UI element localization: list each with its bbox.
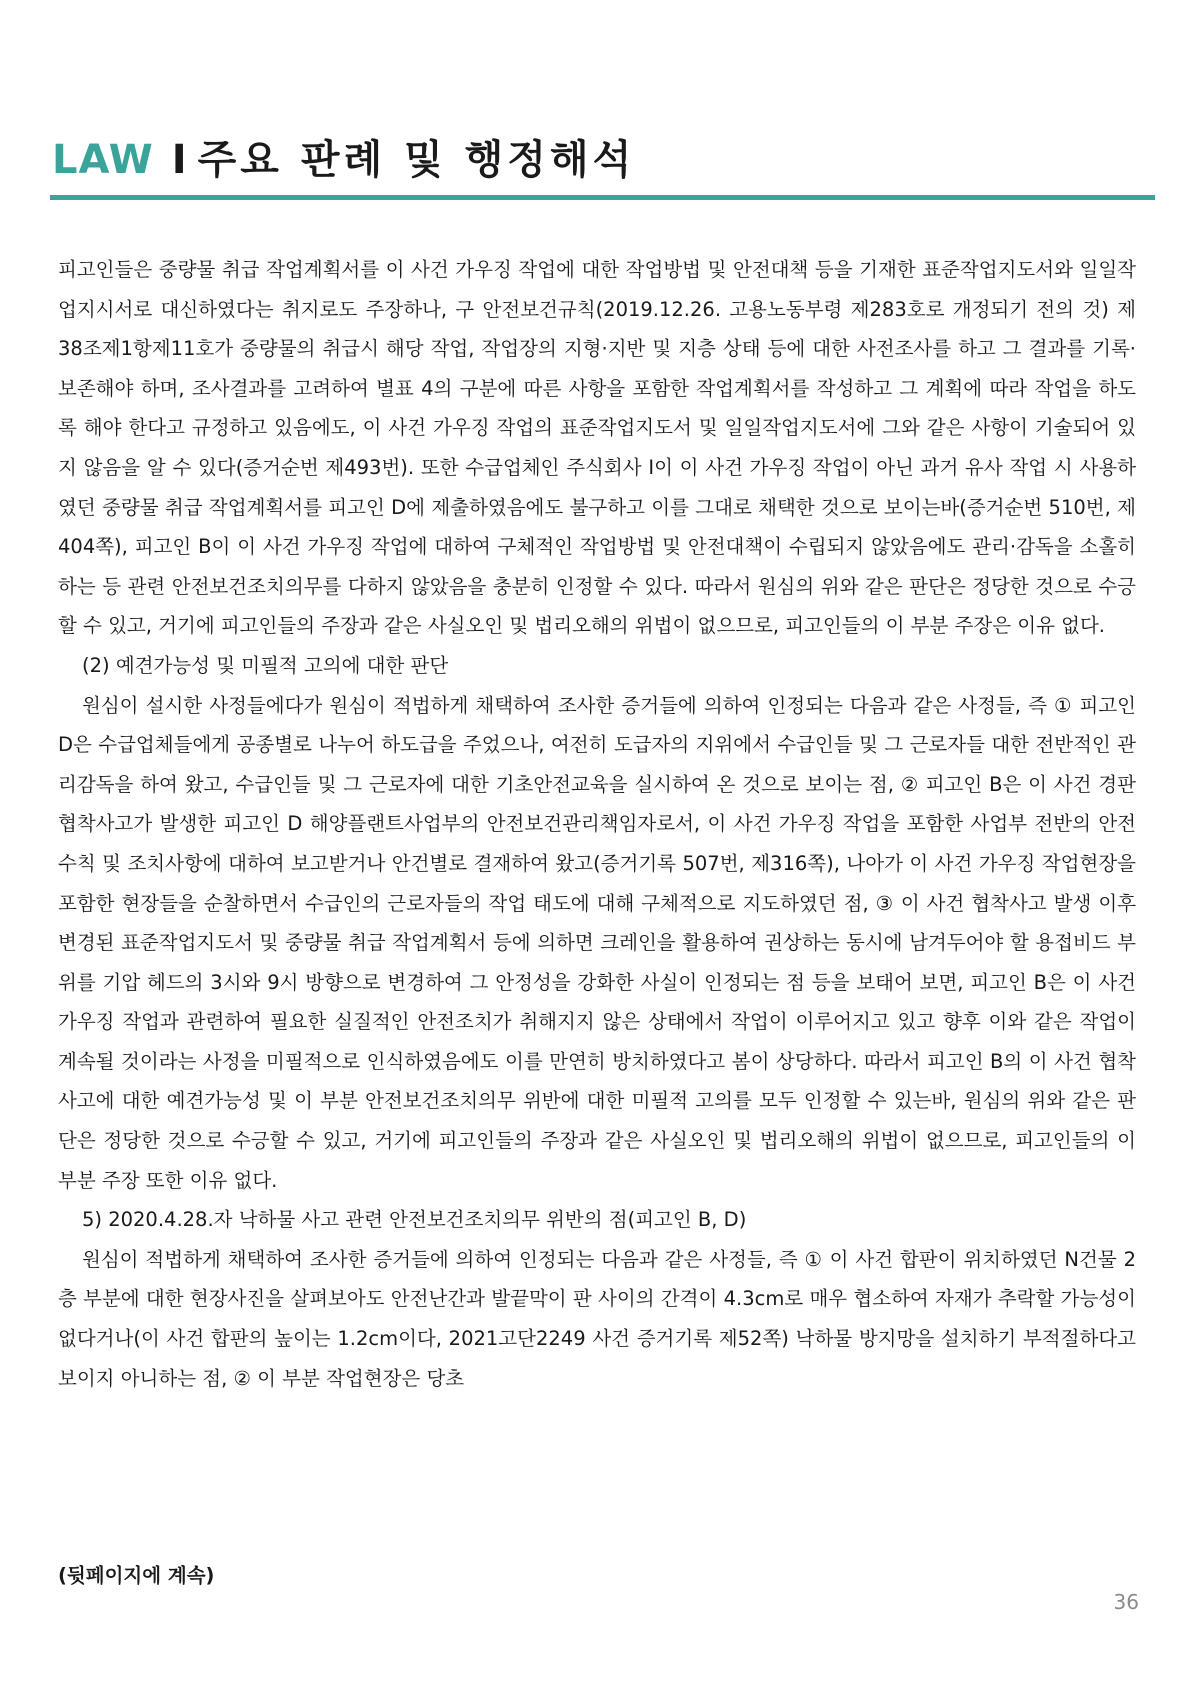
header-law-label: LAW (52, 137, 154, 183)
subheading-2: (2) 예견가능성 및 미필적 고의에 대한 판단 (82, 653, 449, 677)
header-title (52, 128, 635, 185)
subheading-5: 5) 2020.4.28.자 낙하물 사고 관련 안전보건조치의무 위반의 점(피고인 B, D) (82, 1208, 747, 1232)
paragraph-2: 원심이 설시한 사정들에다가 원심이 적법하게 채택하여 조사한 증거들에 의하여 인정되는 다음과 같은 사정들, 즉 ① 피고인 D은 수급업체들에게 공종별로 나누어 하도급을 주었으나, 여전히 도급자의 지위에서 수급인들 및 그 근로자들 대한 전반적인 관리감독을 하여 왔고, 수급인들 및 그 근로자에 대한 기초안전교육을 실시하여 온 것으로 보이는 점, ② 피고인 B은 이 사건 경판 협착사고가 발생한 피고인 D 해양플랜트사업부의 안전보건관리책임자로서, 이 사건 가우징 작업을 포함한 사업부 전반의 안전수칙 및 조치사항에 대하여 보고받거나 안건별로 결재하여 왔고(증거기록 507번, 제316쪽), 나아가 이 사건 가우징 작업현장을 포함한 현장들을 순찰하면서 수급인의 근로자들의 작업 태도에 대해 구체적으로 지도하였던 점, ③ 이 사건 협착사고 발생 이후 변경된 표준작업지도서 및 중량물 취급 작업계획서 등에 의하면 크레인을 활용하여 권상하는 동시에 남겨두어야 할 용접비드 부위를 기압 헤드의 3시와 9시 방향으로 변경하여 그 안정성을 강화한 사실이 인정되는 점 등을 보태어 보면, 피고인 B은 이 사건 가우징 작업과 관련하여 필요한 실질적인 안전조치가 취해지지 않은 상태에서 작업이 이루어지고 있고 향후 이와 같은 작업이 계속될 것이라는 사정을 미필적으로 인식하였음에도 이를 만연히 방치하였다고 봄이 상당하다. 따라서 피고인 B의 이 사건 협착사고에 대한 예견가능성 및 이 부분 안전보건조치의무 위반에 대한 미필적 고의를 모두 인정할 수 있는바, 원심의 위와 같은 판단은 정당한 것으로 수긍할 수 있고, 거기에 피고인들의 주장과 같은 사실오인 및 법리오해의 위법이 없으므로, 피고인들의 이 부분 주장 또한 이유 없다. (58, 693, 1136, 1192)
continued-note: (뒷페이지에 계속) (58, 1564, 215, 1587)
body-text (58, 250, 1136, 1398)
page-number: 36 (1113, 1590, 1139, 1614)
header-main-title: 주요 판례 및 행정해석 (197, 137, 636, 183)
paragraph-3: 원심이 적법하게 채택하여 조사한 증거들에 의하여 인정되는 다음과 같은 사정들, 즉 ① 이 사건 합판이 위치하였던 N건물 2층 부분에 대한 현장사진을 살펴보아도 안전난간과 발끝막이 판 사이의 간격이 4.3cm로 매우 협소하여 자재가 추락할 가능성이 없다거나(이 사건 합판의 높이는 1.2cm이다, 2021고단2249 사건 증거기록 제52쪽) 낙하물 방지망을 설치하기 부적절하다고 보이지 아니하는 점, ② 이 부분 작업현장은 당초 (58, 1247, 1136, 1390)
page-header (50, 128, 1155, 200)
paragraph-1: 피고인들은 중량물 취급 작업계획서를 이 사건 가우징 작업에 대한 작업방법 및 안전대책 등을 기재한 표준작업지도서와 일일작업지시서로 대신하였다는 취지로도 주장하나, 구 안전보건규칙(2019.12.26. 고용노동부령 제283호로 개정되기 전의 것) 제38조제1항제11호가 중량물의 취급시 해당 작업, 작업장의 지형·지반 및 지층 상태 등에 대한 사전조사를 하고 그 결과를 기록·보존해야 하며, 조사결과를 고려하여 별표 4의 구분에 따른 사항을 포함한 작업계획서를 작성하고 그 계획에 따라 작업을 하도록 해야 한다고 규정하고 있음에도, 이 사건 가우징 작업의 표준작업지도서 및 일일작업지도서에 그와 같은 사항이 기술되어 있지 않음을 알 수 있다(증거순번 제493번). 또한 수급업체인 주식회사 I이 이 사건 가우징 작업이 아닌 과거 유사 작업 시 사용하였던 중량물 취급 작업계획서를 피고인 D에 제출하였음에도 불구하고 이를 그대로 채택한 것으로 보이는바(증거순번 510번, 제404쪽), 피고인 B이 이 사건 가우징 작업에 대하여 구체적인 작업방법 및 안전대책이 수립되지 않았음에도 관리·감독을 소홀히 하는 등 관련 안전보건조치의무를 다하지 않았음을 충분히 인정할 수 있다. 따라서 원심의 위와 같은 판단은 정당한 것으로 수긍할 수 있고, 거기에 피고인들의 주장과 같은 사실오인 및 법리오해의 위법이 없으므로, 피고인들의 이 부분 주장은 이유 없다. (58, 258, 1136, 638)
header-separator: I (171, 137, 188, 183)
